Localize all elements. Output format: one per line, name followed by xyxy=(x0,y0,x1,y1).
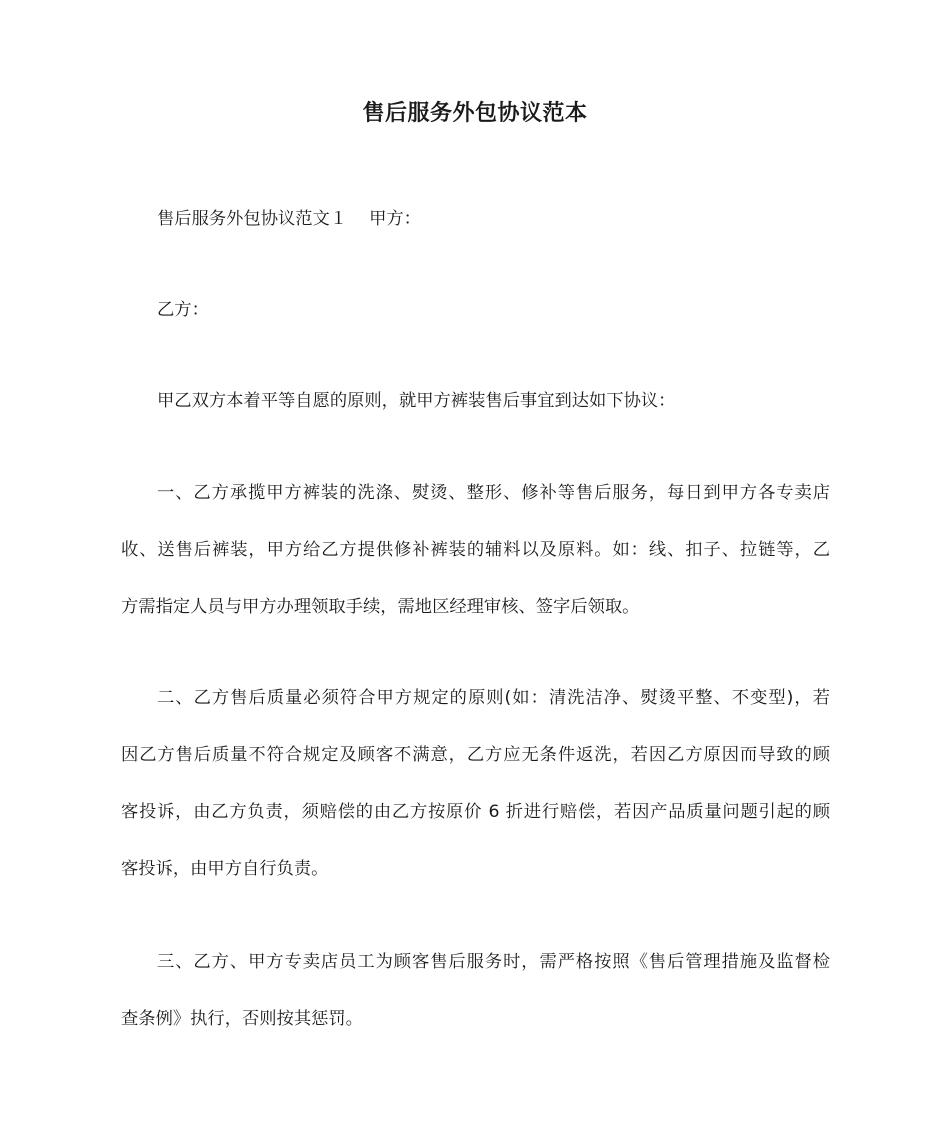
party-b-label: 乙方： xyxy=(157,300,209,320)
clause-2-line-3: 客投诉，由乙方负责，须赔偿的由乙方按原价 6 折进行赔偿，若因产品质量问题引起的顾 xyxy=(121,802,830,822)
clause-1-line-2: 收、送售后裤装，甲方给乙方提供修补裤装的辅料以及原料。如：线、扣子、拉链等，乙 xyxy=(121,540,830,560)
preamble-paragraph xyxy=(121,373,830,430)
intro-heading: 售后服务外包协议范文１ xyxy=(157,209,348,229)
clause-3-line-1: 三、乙方、甲方专卖店员工为顾客售后服务时，需严格按照《售后管理措施及监督检 xyxy=(157,952,830,972)
clause-2-line-4: 客投诉，由甲方自行负责。 xyxy=(121,859,329,879)
clause-1-line-1: 一、乙方承揽甲方裤装的洗涤、熨烫、整形、修补等售后服务，每日到甲方各专卖店 xyxy=(157,483,830,503)
clause-3-line-2: 查条例》执行，否则按其惩罚。 xyxy=(121,1009,363,1029)
document-title: 售后服务外包协议范本 xyxy=(362,101,588,126)
preamble-text: 甲乙双方本着平等自愿的原则，就甲方裤装售后事宜到达如下协议： xyxy=(157,391,676,411)
clause-2-paragraph xyxy=(121,670,830,898)
intro-paragraph xyxy=(121,191,830,248)
intro-line xyxy=(121,191,830,248)
clause-1-line-3: 方需指定人员与甲方办理领取手续，需地区经理审核、签字后领取。 xyxy=(121,597,640,617)
clause-1-paragraph xyxy=(121,465,830,636)
party-b-paragraph xyxy=(121,282,830,339)
party-a-label: 甲方： xyxy=(369,209,421,229)
clause-3-paragraph xyxy=(121,934,830,1048)
clause-2-line-1: 二、乙方售后质量必须符合甲方规定的原则(如：清洗洁净、熨烫平整、不变型)，若 xyxy=(157,688,830,708)
clause-2-line-2: 因乙方售后质量不符合规定及顾客不满意，乙方应无条件返洗，若因乙方原因而导致的顾 xyxy=(121,745,830,765)
